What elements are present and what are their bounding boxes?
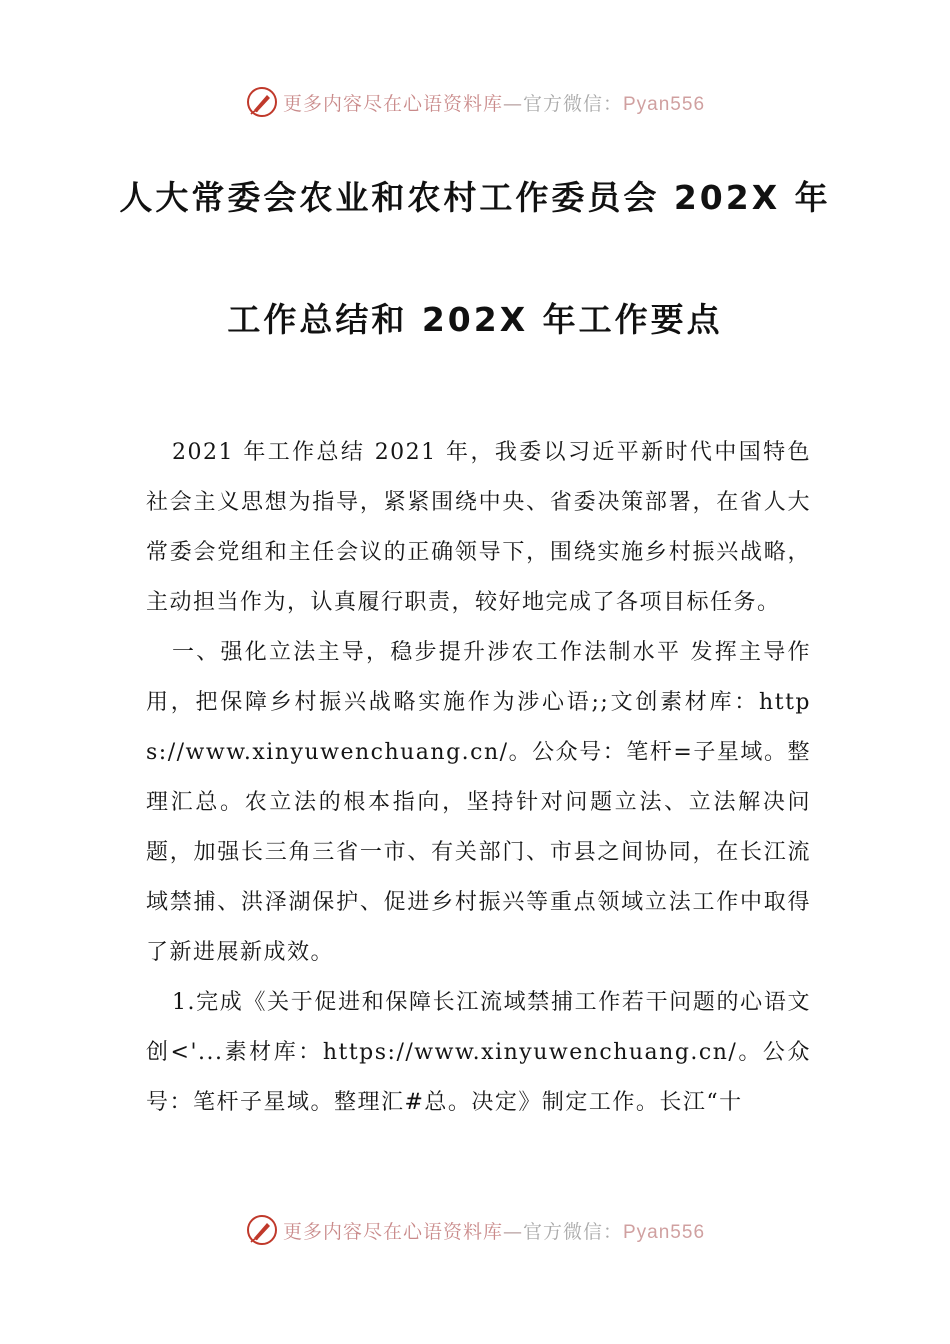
paragraph-section-one: 一、强化立法主导，稳步提升涉农工作法制水平 发挥主导作用，把保障乡村振兴战略实施作为涉心语;;文创素材库：https://www.xinyuwenchuang.cn/。公众号：笔杆=子星域。整理汇总。农立法的根本指向，坚持针对问题立法、立法解决问题，加强长三角三省一市、有关部门、市县之间协同，在长江流域禁捕、洪泽湖保护、促进乡村振兴等重点领域立法工作中取得了新进展新成效。 [146,640,811,965]
watermark-wechat-label: 官方微信： [522,92,623,115]
paragraph-item-one: 1.完成《关于促进和保障长江流域禁捕工作若干问题的心语文创<'...素材库：https://www.xinyuwenchuang.cn/。公众号：笔杆子星域。整理汇#总。决定》制定工作。长江“十 [146,990,811,1115]
document-title-line-1: 人大常委会农业和农村工作委员会 202X 年 [119,178,831,217]
footer-watermark [0,1210,950,1250]
document-title-line-2: 工作总结和 202X 年工作要点 [227,300,723,339]
watermark-prefix: 更多内容尽在心语资料库 [282,92,503,115]
pen-logo-icon [245,1213,279,1247]
pen-logo-icon [245,85,279,119]
header-watermark [0,82,950,122]
watermark-separator: — [502,1220,523,1243]
watermark-separator: — [502,92,523,115]
watermark-prefix: 更多内容尽在心语资料库 [282,1220,503,1243]
paragraph-summary: 2021 年工作总结 2021 年，我委以习近平新时代中国特色社会主义思想为指导，紧紧围绕中央、省委决策部署，在省人大常委会党组和主任会议的正确领导下，围绕实施乡村振兴战略，主动担当作为，认真履行职责，较好地完成了各项目标任务。 [146,440,811,615]
document-body [146,428,811,1128]
watermark-wechat-id: Pyan556 [623,93,706,115]
watermark-wechat-id: Pyan556 [623,1221,706,1243]
watermark-wechat-label: 官方微信： [522,1220,623,1243]
